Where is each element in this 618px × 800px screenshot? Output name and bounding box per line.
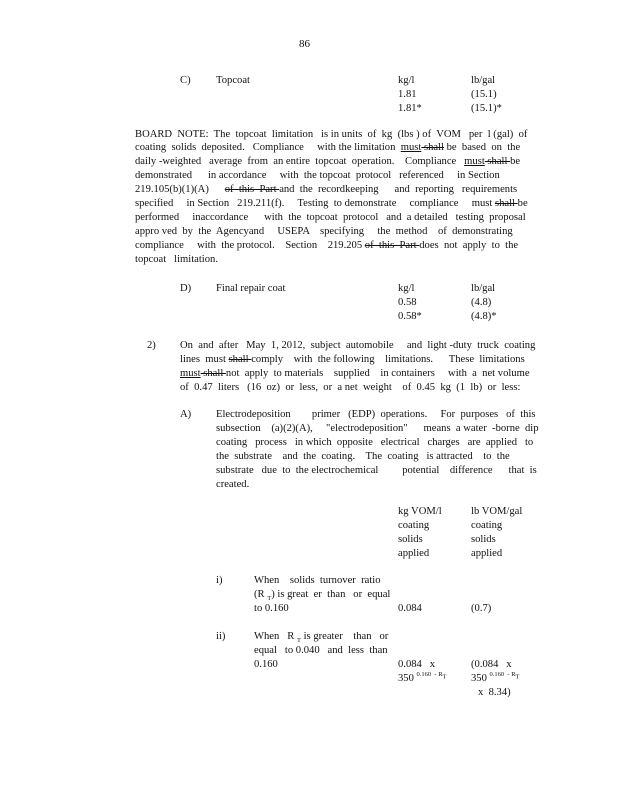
col2-value: (15.1)* bbox=[471, 103, 502, 114]
coating-name: Final repair coat bbox=[216, 283, 286, 294]
note-line: performed inaccordance with the topcoat protocol and a detailed testing proposal bbox=[135, 212, 526, 223]
note-line: demonstrated in accordance with the topcoat protocol referenced in Section bbox=[135, 170, 500, 181]
paragraph-line: of 0.47 liters (16 oz) or less, or a net weight of 0.45 kg (1 lb) or less: bbox=[180, 382, 521, 393]
note-line: 219.105(b)(1)(A) of this Part and the recordkeeping and reporting requirements bbox=[135, 184, 518, 195]
item-line: to 0.160 bbox=[254, 603, 289, 614]
col1-header: kg/l bbox=[398, 75, 415, 86]
paragraph-line: must shall not apply to materials supplied in containers with a net volume bbox=[180, 368, 530, 379]
col1-header: kg/l bbox=[398, 283, 415, 294]
subsection-label: A) bbox=[180, 409, 192, 420]
col1-header: coating bbox=[398, 520, 430, 531]
subsection-label: 2) bbox=[147, 340, 156, 351]
paragraph-line: the substrate and the coating. The coating is attracted to the bbox=[216, 451, 510, 462]
col1-header: applied bbox=[398, 548, 430, 559]
col1-value: 0.58 bbox=[398, 297, 417, 308]
note-line: daily -weighted average from an entire topcoat operation. Compliance must shall be bbox=[135, 156, 521, 167]
paragraph-line: Electrodeposition primer (EDP) operations. For purposes of this bbox=[216, 409, 536, 420]
col2-header: applied bbox=[471, 548, 503, 559]
col2-header: lb/gal bbox=[471, 283, 496, 294]
col1-header: kg VOM/l bbox=[398, 506, 442, 517]
col1-value: 0.084 bbox=[398, 603, 422, 614]
col1-value: 1.81 bbox=[398, 89, 417, 100]
col1-value: 1.81* bbox=[398, 103, 422, 114]
paragraph-line: created. bbox=[216, 479, 250, 490]
section-label: C) bbox=[180, 75, 191, 86]
note-line: topcoat limitation. bbox=[135, 254, 218, 265]
coating-name: Topcoat bbox=[216, 75, 250, 86]
col2-header: lb VOM/gal bbox=[471, 506, 523, 517]
paragraph-line: subsection (a)(2)(A), "electrodeposition" means a water -borne dip bbox=[216, 423, 539, 434]
item-label: ii) bbox=[216, 631, 226, 642]
item-line: equal to 0.040 and less than bbox=[254, 645, 388, 656]
note-line: appro ved by the Agencyand USEPA specifying the method of demonstrating bbox=[135, 226, 513, 237]
col1-value: 0.58* bbox=[398, 311, 422, 322]
col1-header: solids bbox=[398, 534, 423, 545]
paragraph-line: substrate due to the electrochemical potential difference that is bbox=[216, 465, 537, 476]
col2-value: (4.8) bbox=[471, 297, 492, 308]
item-label: i) bbox=[216, 575, 223, 586]
page-number: 86 bbox=[299, 38, 310, 50]
paragraph-line: On and after May 1, 2012, subject automobile and light -duty truck coating bbox=[180, 340, 536, 351]
paragraph-line: lines must shall comply with the following limitations. These limitations bbox=[180, 354, 525, 365]
item-line: When R $_T$ is greater than or bbox=[254, 631, 389, 645]
item-line: When solids turnover ratio bbox=[254, 575, 381, 586]
col1-formula: 350 $^{0.160 - R_T}$ bbox=[398, 671, 447, 684]
col2-value: (0.7) bbox=[471, 603, 492, 614]
note-line: BOARD NOTE: The topcoat limitation is in units of kg (lbs ) of VOM per l (gal) of bbox=[135, 129, 528, 140]
item-line: 0.160 bbox=[254, 659, 278, 670]
col2-formula: x 8.34) bbox=[478, 687, 511, 698]
col2-header: coating bbox=[471, 520, 503, 531]
col2-formula: 350 $^{0.160 - R_T}$ bbox=[471, 671, 520, 684]
col1-formula: 0.084 x bbox=[398, 659, 436, 670]
note-line: compliance with the protocol. Section 219.205 of this Part does not apply to the bbox=[135, 240, 519, 251]
col2-value: (15.1) bbox=[471, 89, 497, 100]
note-line: specified in Section 219.211(f). Testing to demonstrate compliance must shall be bbox=[135, 198, 528, 209]
col2-value: (4.8)* bbox=[471, 311, 497, 322]
col2-header: lb/gal bbox=[471, 75, 496, 86]
col2-header: solids bbox=[471, 534, 496, 545]
paragraph-line: coating process in which opposite electrical charges are applied to bbox=[216, 437, 534, 448]
section-label: D) bbox=[180, 283, 192, 294]
item-line: (R $_T$) is great er than or equal bbox=[254, 589, 391, 603]
col2-formula: (0.084 x bbox=[471, 659, 512, 670]
note-line: coating solids deposited. Compliance with the limitation must shall be based on the bbox=[135, 142, 521, 153]
